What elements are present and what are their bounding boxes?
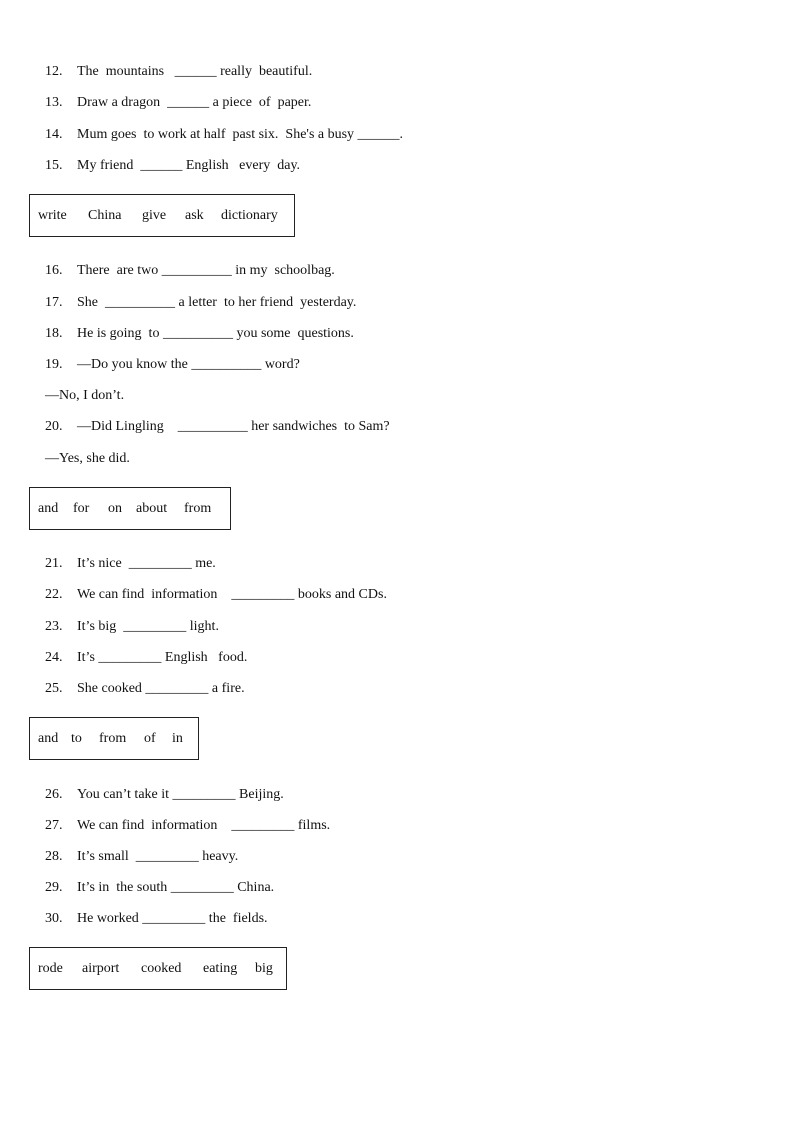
question-22 [38, 568, 387, 602]
question-text: My friend ______ English every day. [77, 158, 301, 173]
question-number: 19. [45, 357, 63, 372]
word-bank-word: about [136, 500, 168, 516]
word-bank-word: eating [203, 960, 238, 976]
question-23 [38, 600, 219, 634]
question-text: There are two __________ in my schoolbag. [77, 263, 335, 278]
question-text: She __________ a letter to her friend yesterday. [77, 295, 357, 310]
word-bank-word: dictionary [221, 207, 278, 223]
question-text: The mountains ______ really beautiful. [77, 64, 313, 79]
question-number: 21. [45, 556, 63, 571]
answer-text: —Yes, she did. [45, 451, 130, 466]
question-text: We can find information _________ films. [77, 818, 331, 833]
question-number: 26. [45, 787, 63, 802]
word-bank-box [29, 717, 199, 760]
word-bank-word: on [108, 500, 122, 516]
question-text: —Do you know the __________ word? [77, 357, 300, 372]
question-number: 23. [45, 619, 63, 634]
question-text: It’s nice _________ me. [77, 556, 216, 571]
question-number: 24. [45, 650, 63, 665]
question-30 [38, 892, 268, 926]
question-text: It’s in the south _________ China. [77, 880, 275, 895]
word-bank-word: rode [38, 960, 63, 976]
answer-19 [38, 369, 125, 403]
question-18 [38, 307, 354, 341]
word-bank-box [29, 487, 231, 530]
question-17 [38, 276, 357, 310]
question-12 [38, 45, 313, 79]
question-number: 22. [45, 587, 63, 602]
question-text: It’s big _________ light. [77, 619, 219, 634]
question-text: —Did Lingling __________ her sandwiches to Sam? [77, 419, 390, 434]
question-text: Draw a dragon ______ a piece of paper. [77, 95, 312, 110]
question-number: 18. [45, 326, 63, 341]
question-text: It’s small _________ heavy. [77, 849, 239, 864]
question-number: 14. [45, 127, 63, 142]
word-bank-word: for [73, 500, 90, 516]
question-text: She cooked _________ a fire. [77, 681, 245, 696]
question-number: 25. [45, 681, 63, 696]
question-27 [38, 799, 331, 833]
word-bank-word: in [172, 730, 183, 746]
word-bank-word: of [144, 730, 156, 746]
word-bank-word: big [255, 960, 273, 976]
question-number: 28. [45, 849, 63, 864]
question-26 [38, 768, 284, 802]
question-14 [38, 108, 404, 142]
question-number: 29. [45, 880, 63, 895]
question-number: 20. [45, 419, 63, 434]
question-number: 13. [45, 95, 63, 110]
word-bank-word: ask [185, 207, 204, 223]
word-bank-word: China [88, 207, 122, 223]
question-13 [38, 76, 312, 110]
word-bank-word: airport [82, 960, 120, 976]
word-bank-word: from [184, 500, 212, 516]
question-19 [38, 338, 300, 372]
question-number: 30. [45, 911, 63, 926]
question-number: 17. [45, 295, 63, 310]
question-15 [38, 139, 301, 173]
question-number: 27. [45, 818, 63, 833]
question-21 [38, 537, 216, 571]
question-28 [38, 830, 239, 864]
word-bank-word: to [71, 730, 82, 746]
question-text: We can find information _________ books and CDs. [77, 587, 387, 602]
question-number: 16. [45, 263, 63, 278]
word-bank-word: and [38, 730, 59, 746]
answer-20 [38, 432, 130, 466]
question-25 [38, 662, 245, 696]
word-bank-word: write [38, 207, 67, 223]
word-bank-word: and [38, 500, 59, 516]
question-24 [38, 631, 248, 665]
question-text: Mum goes to work at half past six. She's a busy ______. [77, 127, 404, 142]
question-number: 15. [45, 158, 63, 173]
word-bank-box [29, 194, 295, 237]
question-text: You can’t take it _________ Beijing. [77, 787, 284, 802]
question-text: It’s _________ English food. [77, 650, 248, 665]
word-bank-word: give [142, 207, 167, 223]
question-number: 12. [45, 64, 63, 79]
word-bank-box [29, 947, 287, 990]
question-text: He worked _________ the fields. [77, 911, 268, 926]
question-text: He is going to __________ you some questions. [77, 326, 354, 341]
word-bank-word: from [99, 730, 127, 746]
question-16 [38, 244, 335, 278]
question-20 [38, 400, 390, 434]
question-29 [38, 861, 275, 895]
word-bank-word: cooked [141, 960, 182, 976]
answer-text: —No, I don’t. [45, 388, 125, 403]
